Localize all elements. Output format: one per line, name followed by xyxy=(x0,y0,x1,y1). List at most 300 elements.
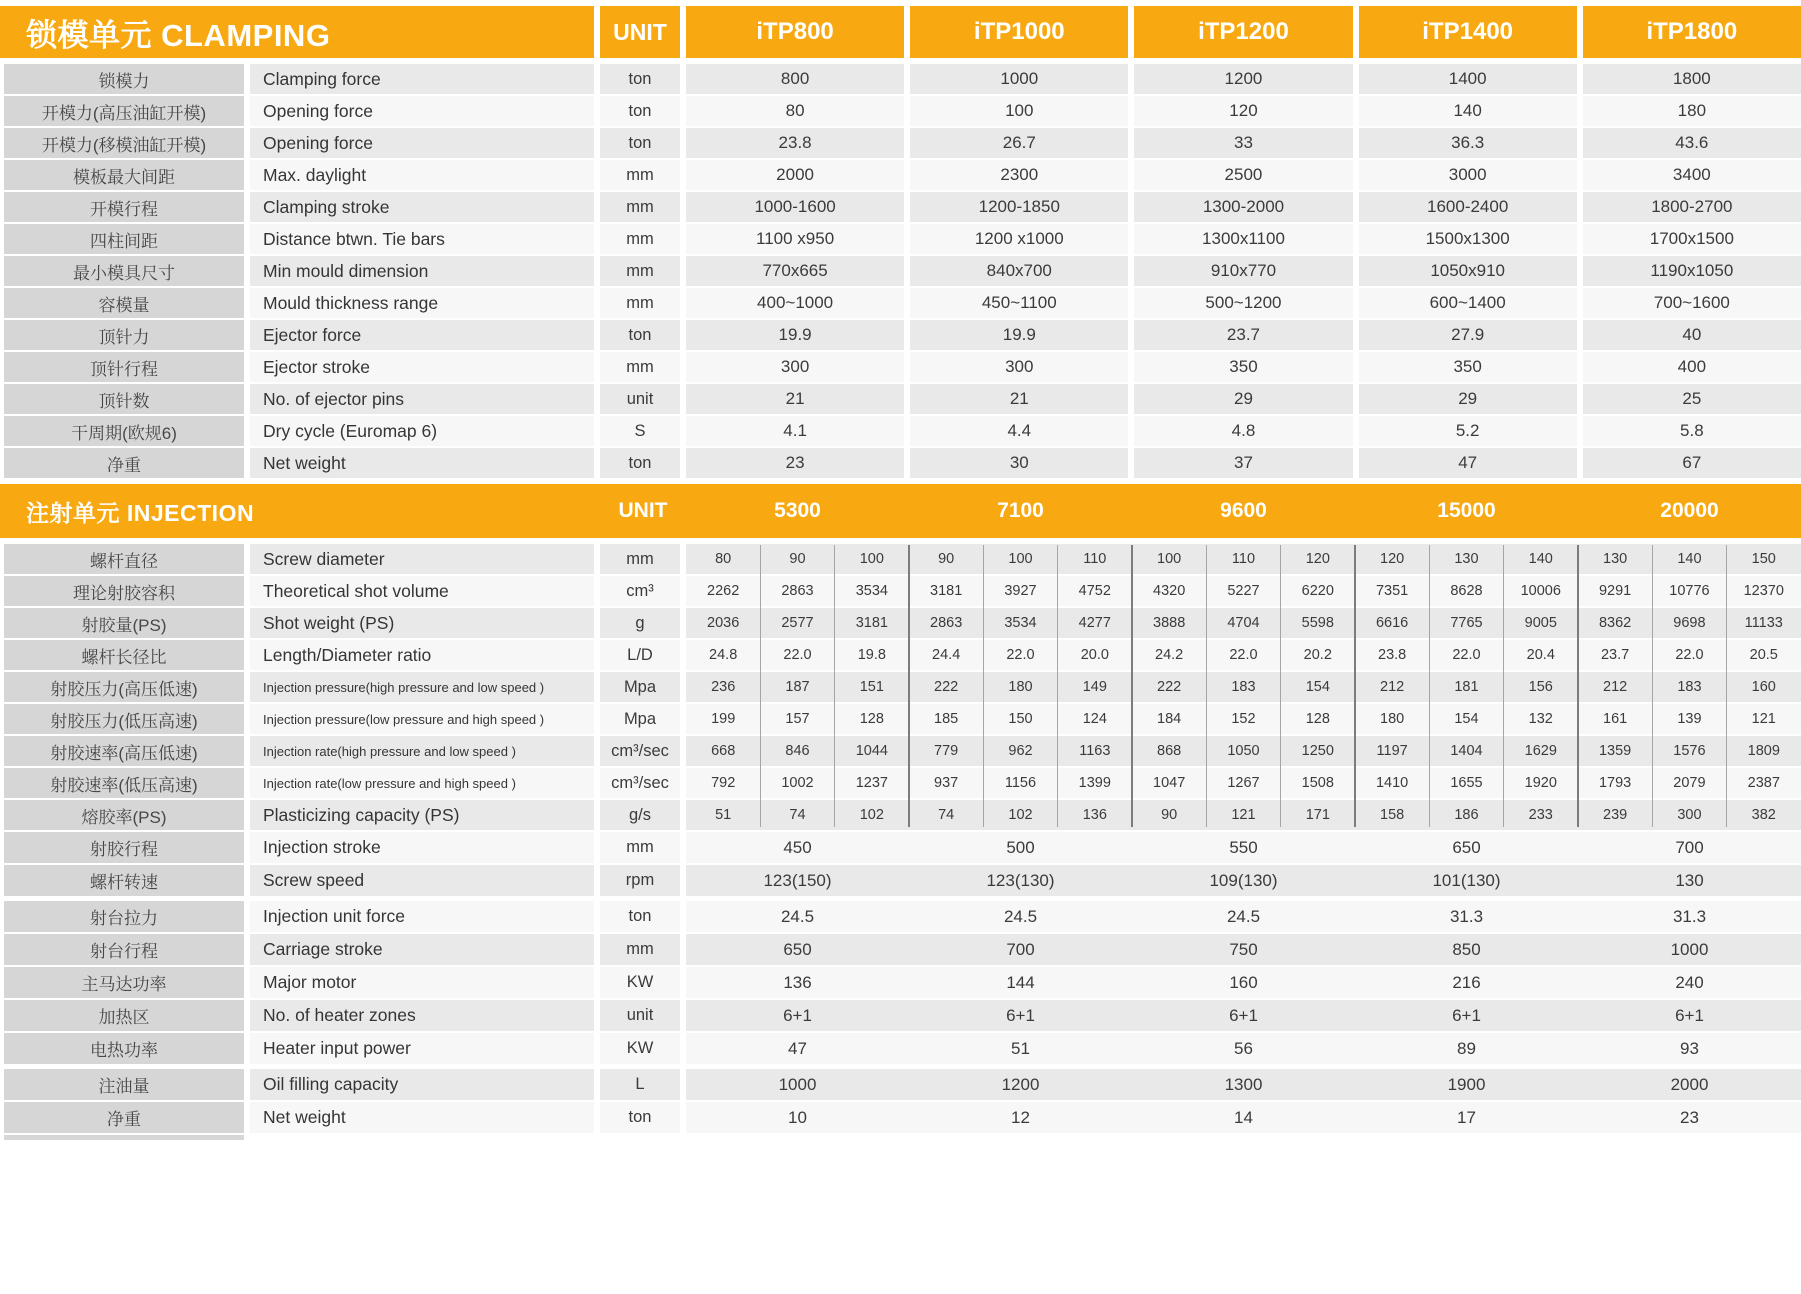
value-cell: 17 xyxy=(1457,1107,1476,1127)
row-label-en: Shot weight (PS) xyxy=(250,608,594,638)
sub-value-cell: 1655 xyxy=(1450,775,1483,791)
table-row xyxy=(0,967,1801,998)
row-label-en: Oil filling capacity xyxy=(250,1069,594,1100)
value-strip xyxy=(686,1000,1801,1031)
row-unit: unit xyxy=(600,1000,680,1031)
value-cell: 2500 xyxy=(1134,160,1352,190)
row-unit: Mpa xyxy=(600,704,680,734)
value-cell: 67 xyxy=(1583,448,1801,478)
sub-value-cell: 19.8 xyxy=(857,647,886,663)
column-separator-line xyxy=(1429,545,1430,827)
value-cell: 19.9 xyxy=(686,320,904,350)
sub-value-cell: 222 xyxy=(934,679,959,695)
sub-value-cell: 110 xyxy=(1083,551,1107,567)
row-label-en: Opening force xyxy=(250,128,594,158)
value-cell: 1300 xyxy=(1224,1074,1263,1094)
value-cell: 3400 xyxy=(1583,160,1801,190)
sub-value-cell: 183 xyxy=(1231,679,1256,695)
sub-value-cell: 90 xyxy=(1161,807,1178,823)
sub-value-cell: 2863 xyxy=(781,583,814,599)
sub-value-cell: 23.7 xyxy=(1600,647,1630,663)
sub-value-cell: 24.4 xyxy=(932,647,961,663)
value-cell: 5.2 xyxy=(1359,416,1577,446)
value-strip xyxy=(686,934,1801,965)
value-cell: 47 xyxy=(1359,448,1577,478)
sub-value-cell: 100 xyxy=(1008,551,1033,567)
sub-value-cell: 20.0 xyxy=(1080,647,1109,663)
sub-value-cell: 1156 xyxy=(1004,775,1037,791)
row-unit: mm xyxy=(600,832,680,863)
sub-value-cell: 212 xyxy=(1380,679,1405,695)
value-cell: 14 xyxy=(1234,1107,1253,1127)
row-label-en: Injection pressure(high pressure and low speed ) xyxy=(250,672,594,702)
sub-value-cell: 51 xyxy=(715,807,732,823)
table-row xyxy=(0,64,1801,94)
value-cell: 1800 xyxy=(1583,64,1801,94)
clamping-section-title: 锁模单元 CLAMPING xyxy=(0,6,594,58)
value-cell: 31.3 xyxy=(1672,906,1707,926)
sub-value-cell: 239 xyxy=(1603,807,1628,823)
row-unit: ton xyxy=(600,64,680,94)
table-row xyxy=(0,160,1801,190)
sub-value-cell: 150 xyxy=(1751,551,1776,567)
value-cell: 600~1400 xyxy=(1359,288,1577,318)
row-label-cn: 熔胶率(PS) xyxy=(4,800,244,830)
sub-value-cell: 1793 xyxy=(1598,775,1632,791)
sub-value-cell: 110 xyxy=(1231,551,1256,567)
value-cell: 24.5 xyxy=(1003,906,1038,926)
value-cell: 4.4 xyxy=(910,416,1128,446)
row-label-cn: 射胶压力(低压高速) xyxy=(4,704,244,734)
row-label-cn: 射胶行程 xyxy=(4,832,244,863)
value-cell: 24.5 xyxy=(780,906,815,926)
clamping-unit-header: UNIT xyxy=(600,6,680,58)
value-cell: 2000 xyxy=(1670,1074,1709,1094)
column-separator-line xyxy=(1726,545,1727,827)
value-cell: 2000 xyxy=(686,160,904,190)
row-label-en: Length/Diameter ratio xyxy=(250,640,594,670)
model-column-header: iTP1000 xyxy=(910,6,1128,58)
row-label-en: Max. daylight xyxy=(250,160,594,190)
table-row xyxy=(0,704,1801,734)
sub-value-cell: 180 xyxy=(1008,679,1033,695)
table-row xyxy=(0,901,1801,932)
row-label-en: Injection rate(low pressure and high speed ) xyxy=(250,768,594,798)
sub-value-cell: 1197 xyxy=(1376,743,1408,759)
row-unit: mm xyxy=(600,934,680,965)
table-row xyxy=(0,544,1801,574)
sub-value-cell: 1047 xyxy=(1153,775,1186,791)
sub-value-cell: 1267 xyxy=(1227,775,1260,791)
value-cell: 1200-1850 xyxy=(910,192,1128,222)
injection-multi-value-rows xyxy=(0,544,1801,830)
sub-value-cell: 2863 xyxy=(930,615,963,631)
column-separator-line xyxy=(983,545,984,827)
row-unit: unit xyxy=(600,384,680,414)
value-strip xyxy=(686,640,1801,670)
value-cell: 350 xyxy=(1134,352,1352,382)
sub-value-cell: 1237 xyxy=(855,775,888,791)
table-row xyxy=(0,736,1801,766)
sub-value-cell: 124 xyxy=(1082,711,1107,727)
row-label-cn: 射胶速率(高压低速) xyxy=(4,736,244,766)
value-cell: 12 xyxy=(1011,1107,1030,1127)
value-cell: 1300x1100 xyxy=(1134,224,1352,254)
sub-value-cell: 180 xyxy=(1380,711,1405,727)
sub-value-cell: 5227 xyxy=(1227,583,1260,599)
value-cell: 123(150) xyxy=(763,870,832,890)
column-separator-line xyxy=(908,545,910,827)
sub-value-cell: 156 xyxy=(1528,679,1553,695)
sub-value-cell: 9291 xyxy=(1598,583,1632,599)
model-column-header: 15000 xyxy=(1437,499,1496,522)
sub-value-cell: 3181 xyxy=(855,615,888,631)
sub-value-cell: 20.4 xyxy=(1526,647,1555,663)
value-cell: 840x700 xyxy=(910,256,1128,286)
value-cell: 4.1 xyxy=(686,416,904,446)
value-cell: 1600-2400 xyxy=(1359,192,1577,222)
row-unit: ton xyxy=(600,128,680,158)
sub-value-cell: 1359 xyxy=(1598,743,1632,759)
sub-value-cell: 2387 xyxy=(1747,775,1780,791)
value-cell: 33 xyxy=(1134,128,1352,158)
row-label-en: Net weight xyxy=(250,1102,594,1133)
row-unit: mm xyxy=(600,352,680,382)
table-row xyxy=(0,96,1801,126)
row-label-en: Ejector force xyxy=(250,320,594,350)
sub-value-cell: 8628 xyxy=(1450,583,1483,599)
sub-value-cell: 1809 xyxy=(1747,743,1780,759)
value-cell: 100 xyxy=(910,96,1128,126)
value-strip xyxy=(686,736,1801,766)
column-separator-line xyxy=(1206,545,1207,827)
sub-value-cell: 382 xyxy=(1751,807,1776,823)
value-cell: 136 xyxy=(783,972,812,992)
injection-unit-header: UNIT xyxy=(618,499,668,522)
row-unit: ton xyxy=(600,448,680,478)
sub-value-cell: 7351 xyxy=(1375,583,1409,599)
row-label-cn: 开模行程 xyxy=(4,192,244,222)
sub-value-cell: 128 xyxy=(859,711,884,727)
value-cell: 1000 xyxy=(778,1074,817,1094)
sub-value-cell: 3534 xyxy=(855,583,888,599)
sub-value-cell: 154 xyxy=(1305,679,1330,695)
sub-value-cell: 668 xyxy=(711,743,736,759)
value-cell: 3000 xyxy=(1359,160,1577,190)
model-column-header: 9600 xyxy=(1220,499,1267,522)
value-cell: 6+1 xyxy=(1006,1005,1035,1025)
injection-section-title: 注射单元 INJECTION xyxy=(26,499,255,526)
table-row xyxy=(0,672,1801,702)
sub-value-cell: 937 xyxy=(934,775,959,791)
row-unit: mm xyxy=(600,544,680,574)
table-row xyxy=(0,1069,1801,1100)
value-cell: 140 xyxy=(1359,96,1577,126)
row-label-en: Carriage stroke xyxy=(250,934,594,965)
value-cell: 400 xyxy=(1583,352,1801,382)
model-column-header: 20000 xyxy=(1660,499,1719,522)
value-cell: 6+1 xyxy=(1229,1005,1258,1025)
sub-value-cell: 121 xyxy=(1231,807,1256,823)
row-unit: L/D xyxy=(600,640,680,670)
sub-value-cell: 161 xyxy=(1603,711,1628,727)
sub-value-cell: 4277 xyxy=(1078,615,1111,631)
sub-value-cell: 186 xyxy=(1454,807,1479,823)
value-strip xyxy=(686,1069,1801,1100)
model-column-header: 5300 xyxy=(774,499,821,522)
sub-value-cell: 23.8 xyxy=(1378,647,1407,663)
sub-value-cell: 187 xyxy=(785,679,810,695)
value-cell: 36.3 xyxy=(1359,128,1577,158)
row-unit: g/s xyxy=(600,800,680,830)
sub-value-cell: 1044 xyxy=(855,743,888,759)
value-cell: 29 xyxy=(1134,384,1352,414)
value-cell: 650 xyxy=(1452,837,1481,857)
value-cell: 1700x1500 xyxy=(1583,224,1801,254)
row-label-cn: 螺杆转速 xyxy=(4,865,244,896)
sub-value-cell: 22.0 xyxy=(1452,647,1481,663)
sub-value-cell: 868 xyxy=(1157,743,1182,759)
column-separator-line xyxy=(1577,545,1579,827)
row-unit: KW xyxy=(600,1033,680,1064)
sub-value-cell: 10006 xyxy=(1520,583,1561,599)
row-label-en: No. of heater zones xyxy=(250,1000,594,1031)
sub-value-cell: 100 xyxy=(859,551,884,567)
sub-value-cell: 151 xyxy=(859,679,884,695)
row-label-cn: 锁模力 xyxy=(4,64,244,94)
sub-value-cell: 185 xyxy=(934,711,959,727)
sub-value-cell: 7765 xyxy=(1450,615,1483,631)
value-cell: 24.5 xyxy=(1226,906,1261,926)
table-row xyxy=(0,768,1801,798)
column-separator-line xyxy=(1354,545,1356,827)
value-cell: 37 xyxy=(1134,448,1352,478)
value-cell: 350 xyxy=(1359,352,1577,382)
value-cell: 6+1 xyxy=(783,1005,812,1025)
row-unit: g xyxy=(600,608,680,638)
sub-value-cell: 136 xyxy=(1082,807,1107,823)
row-label-en: Net weight xyxy=(250,448,594,478)
sub-value-cell: 20.2 xyxy=(1303,647,1332,663)
sub-value-cell: 158 xyxy=(1380,807,1405,823)
column-separator-line xyxy=(1280,545,1281,827)
sub-value-cell: 183 xyxy=(1677,679,1702,695)
value-cell: 910x770 xyxy=(1134,256,1352,286)
table-row xyxy=(0,416,1801,446)
sub-value-cell: 1399 xyxy=(1078,775,1111,791)
value-cell: 40 xyxy=(1583,320,1801,350)
clamping-header-band xyxy=(0,6,1801,58)
row-label-cn: 螺杆长径比 xyxy=(4,640,244,670)
value-cell: 31.3 xyxy=(1449,906,1484,926)
sub-value-cell: 4752 xyxy=(1078,583,1111,599)
value-cell: 700 xyxy=(1675,837,1704,857)
sub-value-cell: 100 xyxy=(1157,551,1182,567)
row-label-cn: 顶针行程 xyxy=(4,352,244,382)
row-label-en: Heater input power xyxy=(250,1033,594,1064)
row-label-cn: 射胶压力(高压低速) xyxy=(4,672,244,702)
value-cell: 450 xyxy=(783,837,812,857)
row-label-cn: 模板最大间距 xyxy=(4,160,244,190)
value-strip xyxy=(686,1033,1801,1064)
value-cell: 300 xyxy=(910,352,1128,382)
row-label-en: Clamping stroke xyxy=(250,192,594,222)
machine-spec-sheet xyxy=(0,6,1801,1294)
value-cell: 25 xyxy=(1583,384,1801,414)
value-cell: 800 xyxy=(686,64,904,94)
column-separator-line xyxy=(1057,545,1058,827)
clamping-rows xyxy=(0,64,1801,478)
row-label-cn: 射台行程 xyxy=(4,934,244,965)
row-label-cn: 射台拉力 xyxy=(4,901,244,932)
sub-value-cell: 149 xyxy=(1082,679,1107,695)
value-cell: 123(130) xyxy=(986,870,1055,890)
row-label-en: No. of ejector pins xyxy=(250,384,594,414)
value-strip xyxy=(686,1102,1801,1133)
row-label-cn: 顶针数 xyxy=(4,384,244,414)
value-cell: 130 xyxy=(1675,870,1704,890)
value-cell: 26.7 xyxy=(910,128,1128,158)
column-separator-line xyxy=(834,545,835,827)
sub-value-cell: 3888 xyxy=(1153,615,1186,631)
model-column-header: 7100 xyxy=(997,499,1044,522)
row-label-en: Min mould dimension xyxy=(250,256,594,286)
model-column-header: iTP1400 xyxy=(1359,6,1577,58)
table-row xyxy=(0,1000,1801,1031)
sub-value-cell: 222 xyxy=(1157,679,1182,695)
value-strip xyxy=(686,544,1801,574)
value-cell: 51 xyxy=(1011,1038,1030,1058)
row-label-en: Injection stroke xyxy=(250,832,594,863)
sub-value-cell: 102 xyxy=(1008,807,1033,823)
model-column-header: iTP1800 xyxy=(1583,6,1801,58)
sub-value-cell: 74 xyxy=(938,807,955,823)
column-separator-line xyxy=(1652,545,1653,827)
value-cell: 30 xyxy=(910,448,1128,478)
value-cell: 1200 x1000 xyxy=(910,224,1128,254)
row-label-cn: 干周期(欧规6) xyxy=(4,416,244,446)
table-row xyxy=(0,1102,1801,1133)
row-unit: cm³/sec xyxy=(600,736,680,766)
value-cell: 650 xyxy=(783,939,812,959)
value-cell: 1050x910 xyxy=(1359,256,1577,286)
sub-value-cell: 3181 xyxy=(930,583,963,599)
sub-value-cell: 792 xyxy=(711,775,736,791)
sub-value-cell: 1629 xyxy=(1524,743,1557,759)
table-row xyxy=(0,384,1801,414)
sub-value-cell: 10776 xyxy=(1669,583,1710,599)
sub-value-cell: 11133 xyxy=(1744,615,1783,631)
table-cutoff-sliver xyxy=(4,1135,244,1140)
value-cell: 144 xyxy=(1006,972,1035,992)
sub-value-cell: 121 xyxy=(1751,711,1776,727)
table-row xyxy=(0,865,1801,896)
sub-value-cell: 140 xyxy=(1528,551,1553,567)
row-unit: mm xyxy=(600,160,680,190)
row-unit: cm³/sec xyxy=(600,768,680,798)
value-cell: 1200 xyxy=(1001,1074,1040,1094)
row-unit: ton xyxy=(600,901,680,932)
sub-value-cell: 9005 xyxy=(1524,615,1557,631)
value-strip xyxy=(686,576,1801,606)
sub-value-cell: 4320 xyxy=(1153,583,1186,599)
sub-value-cell: 24.8 xyxy=(709,647,738,663)
row-unit: Mpa xyxy=(600,672,680,702)
sub-value-cell: 22.0 xyxy=(783,647,812,663)
row-label-cn: 净重 xyxy=(4,1102,244,1133)
row-unit: ton xyxy=(600,1102,680,1133)
sub-value-cell: 236 xyxy=(711,679,736,695)
sub-value-cell: 1250 xyxy=(1301,743,1334,759)
sub-value-cell: 2262 xyxy=(707,583,740,599)
value-strip xyxy=(686,768,1801,798)
table-row xyxy=(0,128,1801,158)
value-strip xyxy=(686,800,1801,830)
sub-value-cell: 120 xyxy=(1305,551,1330,567)
table-row xyxy=(0,352,1801,382)
row-unit: ton xyxy=(600,320,680,350)
value-cell: 29 xyxy=(1359,384,1577,414)
table-row xyxy=(0,256,1801,286)
row-label-cn: 注油量 xyxy=(4,1069,244,1100)
row-label-en: Ejector stroke xyxy=(250,352,594,382)
row-label-cn: 最小模具尺寸 xyxy=(4,256,244,286)
row-label-en: Plasticizing capacity (PS) xyxy=(250,800,594,830)
row-label-cn: 螺杆直径 xyxy=(4,544,244,574)
sub-value-cell: 3534 xyxy=(1004,615,1037,631)
row-label-cn: 电热功率 xyxy=(4,1033,244,1064)
sub-value-cell: 132 xyxy=(1528,711,1553,727)
model-column-header: iTP1200 xyxy=(1134,6,1352,58)
row-label-cn: 开模力(高压油缸开模) xyxy=(4,96,244,126)
table-row xyxy=(0,934,1801,965)
row-unit: mm xyxy=(600,192,680,222)
row-label-cn: 理论射胶容积 xyxy=(4,576,244,606)
row-label-en: Clamping force xyxy=(250,64,594,94)
value-cell: 180 xyxy=(1583,96,1801,126)
sub-value-cell: 150 xyxy=(1008,711,1033,727)
value-cell: 23 xyxy=(1680,1107,1699,1127)
value-cell: 216 xyxy=(1452,972,1481,992)
value-cell: 23.8 xyxy=(686,128,904,158)
value-cell: 120 xyxy=(1134,96,1352,126)
sub-value-cell: 300 xyxy=(1677,807,1702,823)
row-label-cn: 射胶量(PS) xyxy=(4,608,244,638)
value-cell: 2300 xyxy=(910,160,1128,190)
row-unit: L xyxy=(600,1069,680,1100)
value-cell: 1000 xyxy=(910,64,1128,94)
row-unit: KW xyxy=(600,967,680,998)
sub-value-cell: 2577 xyxy=(781,615,814,631)
sub-value-cell: 22.0 xyxy=(1006,647,1035,663)
row-label-cn: 净重 xyxy=(4,448,244,478)
sub-value-cell: 6616 xyxy=(1375,615,1409,631)
value-cell: 10 xyxy=(788,1107,807,1127)
row-label-en: Injection pressure(low pressure and high speed ) xyxy=(250,704,594,734)
sub-value-cell: 6220 xyxy=(1301,583,1334,599)
row-label-cn: 射胶速率(低压高速) xyxy=(4,768,244,798)
injection-header-band xyxy=(0,484,1801,538)
row-unit: S xyxy=(600,416,680,446)
sub-value-cell: 212 xyxy=(1603,679,1628,695)
value-cell: 1000-1600 xyxy=(686,192,904,222)
sub-value-cell: 120 xyxy=(1380,551,1405,567)
value-cell: 6+1 xyxy=(1675,1005,1704,1025)
row-unit: mm xyxy=(600,288,680,318)
sub-value-cell: 8362 xyxy=(1598,615,1632,631)
sub-value-cell: 154 xyxy=(1454,711,1479,727)
value-cell: 109(130) xyxy=(1209,870,1278,890)
